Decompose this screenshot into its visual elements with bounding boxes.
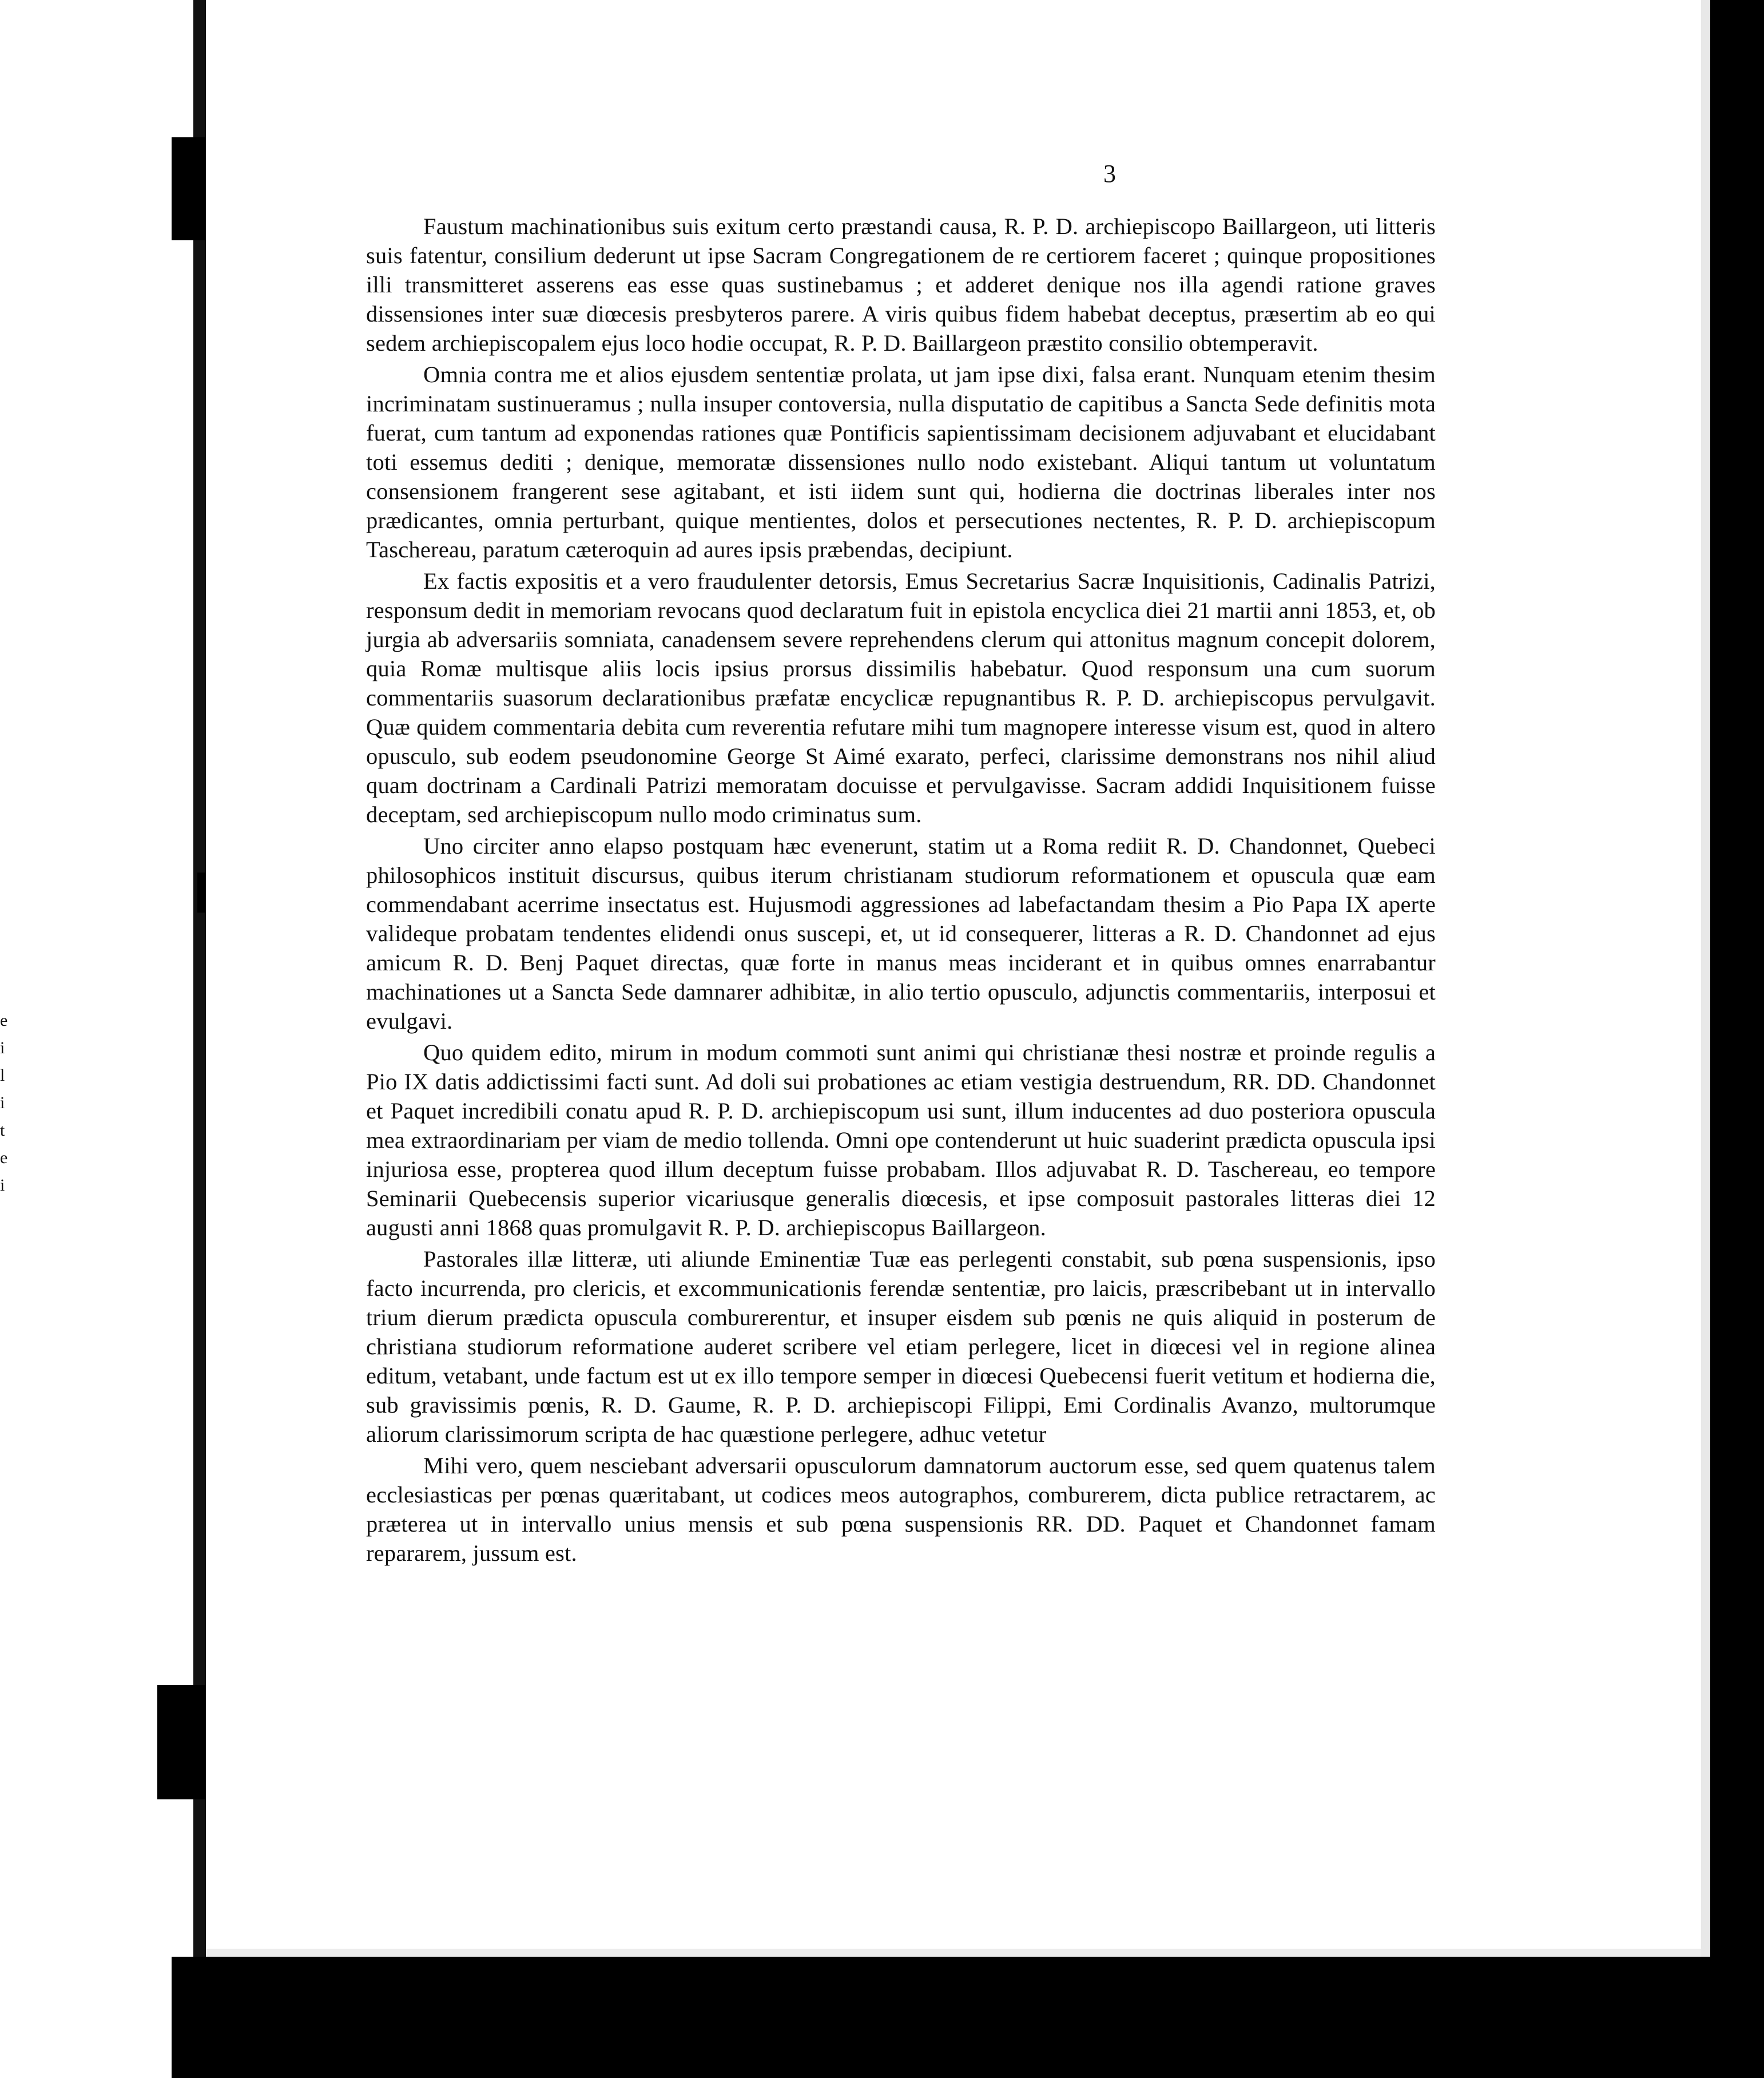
paragraph: Faustum machinationibus suis exitum certo præstandi causa, R. P. D. archiepiscopo Baillargeon, uti litteris suis fatentur, consilium dederunt ut ipse Sacram Congregationem de re certiorem faceret ; quinque propositiones illi transmitteret asserens eas esse quas sustinebamus ; et adderet denique nos illa agendi ratione graves dissensiones inter suæ diœcesis presbyteros parere. A viris quibus fidem habebat deceptus, præsertim ab eo qui sedem archiepiscopalem ejus loco hodie occupat, R. P. D. Baillargeon præstito consilio obtemperavit.: [366, 213, 1436, 356]
paragraph: Ex factis expositis et a vero fraudulenter detorsis, Emus Secretarius Sacræ Inquisitionis, Cadinalis Patrizi, responsum dedit in memoriam revocans quod declaratum fuit in epistola encyclica diei 21 martii anni 1853, et, ob jurgia ab adversariis somniata, canadensem severe reprehendens clerum qui attonitus magnum concepit dolorem, quia Romæ multisque aliis locis ipsius prorsus dissimilis habebatur. Quod responsum una cum suorum commentariis suasorum declarationibus præfatæ encyclicæ repugnantibus R. P. D. archiepiscopus pervulgavit. Quæ quidem commentaria debita cum reverentia refutare mihi tum magnopere interesse visum est, quod in altero opusculo, sub eodem pseudonomine George St Aimé exarato, perfeci, clarissime demonstrans nos nihil aliud quam doctrinam a Cardinali Patrizi memoratam docuisse et pervulgavisse. Sacram addidi Inquisitionem fuisse deceptam, sed archiepiscopum nullo modo criminatus sum.: [366, 568, 1436, 827]
paragraph: Quo quidem edito, mirum in modum commoti sunt animi qui christianæ thesi nostræ et proinde regulis a Pio IX datis addictissimi facti sunt. Ad doli sui probationes ac etiam vestigia destruendum, RR. DD. Chandonnet et Paquet incredibili conatu apud R. P. D. archiepiscopum usi sunt, illum inducentes ad duo posteriora opuscula mea extraordinariam per viam de medio tollenda. Omni ope contenderunt ut huic suaderint prædicta opuscula ipsi injuriosa esse, propterea quod illum deceptum fuisse probabam. Illos adjuvabat R. D. Taschereau, eo tempore Seminarii Quebecensis superior vicariusque generalis diœcesis, et ipse composuit pastorales litteras diei 12 augusti anni 1868 quas promulgavit R. P. D. archiepiscopus Baillargeon.: [366, 1040, 1436, 1240]
paragraph: Pastorales illæ litteræ, uti aliunde Eminentiæ Tuæ eas perlegenti constabit, sub pœna suspensionis, ipso facto incurrenda, pro clericis, et excommunicationis ferendæ sententiæ, pro laicis, præscribebant ut in intervallo trium dierum prædicta opuscula comburerentur, et insuper eisdem sub pœnis ne quis aliquid in posterum de christiana studiorum reformatione auderet scribere vel etiam perlegere, licet in diœcesi vel in regione alinea editum, vetabant, unde factum est ut ex illo tempore semper in diœcesi Quebecensi fuerit vetitum et hodierna die, sub gravissimis pœnis, R. D. Gaume, R. P. D. archiepiscopi Filippi, Emi Cordinalis Avanzo, multorumque aliorum clarissimorum scripta de hac quæstione perlegere, adhuc vetetur: [366, 1246, 1436, 1447]
margin-letter: i: [0, 1176, 5, 1195]
margin-letter: e: [0, 1148, 8, 1167]
margin-letter: l: [0, 1066, 5, 1085]
body-text: [366, 212, 1436, 1570]
margin-letter: i: [0, 1093, 5, 1112]
margin-letter: t: [0, 1121, 5, 1140]
scan-border-bottom: [172, 1957, 1764, 2078]
margin-letter: i: [0, 1038, 5, 1057]
scan-border-right: [1710, 0, 1764, 2078]
margin-letter: e: [0, 1011, 8, 1030]
margin-text-fragments: [0, 1007, 16, 1199]
paragraph: Mihi vero, quem nesciebant adversarii opusculorum damnatorum auctorum esse, sed quem quatenus talem ecclesiasticas per pœnas quæritabant, ut codices meos autographos, comburerem, dicta publice retractarem, ac præterea ut in intervallo unius mensis et sub pœna suspensionis RR. DD. Paquet et Chandonnet famam repararem, jussum est.: [366, 1453, 1436, 1566]
paragraph: Omnia contra me et alios ejusdem sententiæ prolata, ut jam ipse dixi, falsa erant. Nunquam etenim thesim incriminatam sustinueramus ; nulla insuper contoversia, nulla disputatio de capitibus a Sancta Sede definitis mota fuerat, cum tantum ad exponendas rationes quæ Pontificis sapientissimam decisionem adjuvabant et elucidabant toti essemus dediti ; denique, memoratæ dissensiones nullo nodo existebant. Aliqui tantum ut voluntatum consensionem frangerent sese agitabant, et isti iidem sunt qui, hodierna die doctrinas liberales inter nos prædicantes, omnia perturbant, quique mentientes, dolos et persecutiones nectentes, R. P. D. archiepiscopum Taschereau, paratum cæteroquin ad aures ipsis præbendas, decipiunt.: [366, 362, 1436, 562]
paragraph: Uno circiter anno elapso postquam hæc evenerunt, statim ut a Roma rediit R. D. Chandonnet, Quebeci philosophicos instituit discursus, quibus iterum christianam studiorum reformationem et opuscula quæ eam commendabant acerrime insectatus est. Hujusmodi aggressiones ad labefactandam thesim a Pio Papa IX aperte valideque probatam tendentes elidendi onus suscepi, et, ut id consequerer, litteras a R. D. Chandonnet ad ejus amicum R. D. Benj Paquet directas, quæ forte in manus meas inciderant et in quibus omnes enarrabantur machinationes ut a Sancta Sede damnarer adhibitæ, in alio tertio opusculo, adjunctis commentariis, interposui et evulgavi.: [366, 833, 1436, 1034]
page-number: 3: [1103, 160, 1116, 188]
